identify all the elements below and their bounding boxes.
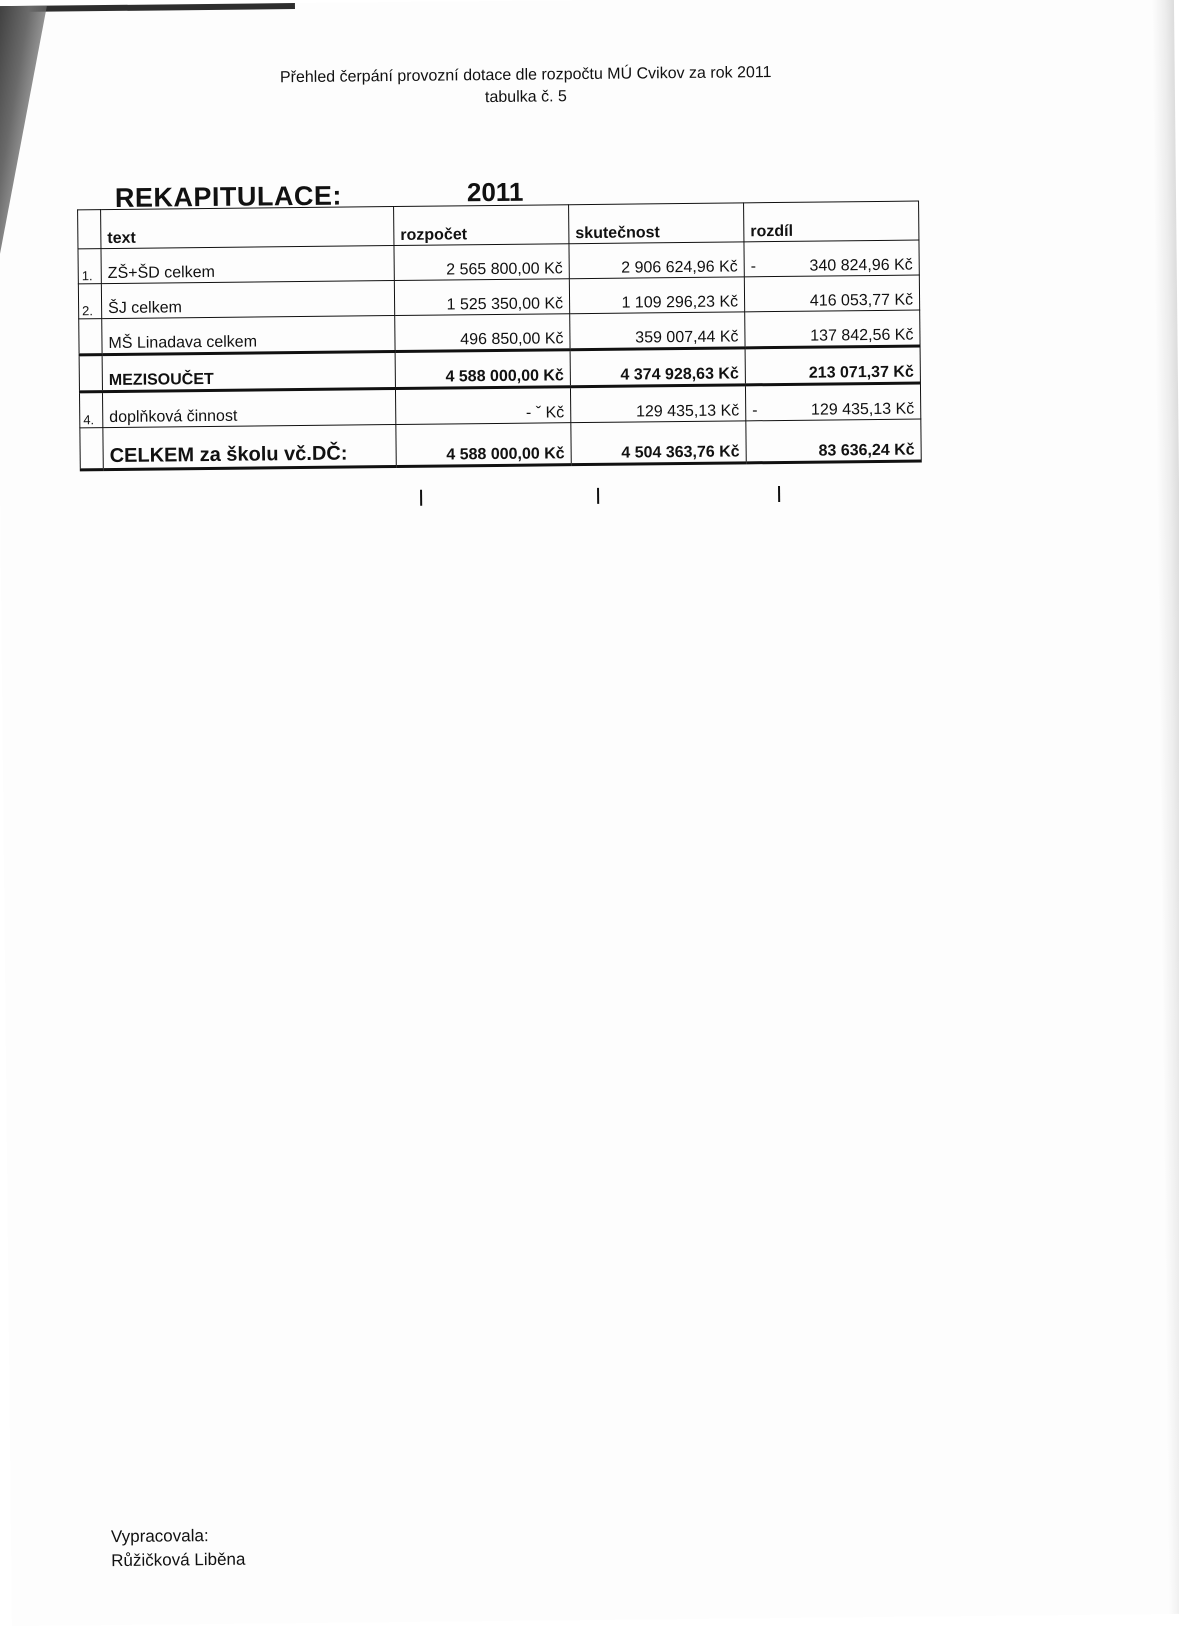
row-number: 1.: [78, 249, 101, 284]
row-rozpocet: - ˇ Kč: [395, 387, 570, 425]
document-subtitle: tabulka č. 5: [484, 88, 567, 107]
row-rozdil-sign: -: [752, 402, 758, 420]
row-text: ŠJ celkem: [101, 281, 394, 319]
row-number: 4.: [79, 392, 102, 428]
row-skutecnost: 4 374 928,63 Kč: [570, 348, 745, 387]
total-rozpocet: 4 588 000,00 Kč: [396, 423, 571, 467]
row-rozdil-value: 137 842,56 Kč: [810, 326, 914, 345]
row-rozdil-sign: [751, 328, 761, 346]
table-tail-line: [778, 486, 780, 502]
row-rozdil-sign: -: [750, 258, 757, 276]
row-text: ZŠ+ŠD celkem: [101, 246, 394, 284]
total-text: CELKEM za školu vč.DČ:: [103, 425, 396, 470]
row-rozdil: [745, 383, 920, 421]
row-rozpocet: 1 525 350,00 Kč: [394, 279, 569, 316]
prepared-by-label: Vypracovala:: [110, 1526, 209, 1547]
scan-edge-left: [0, 6, 50, 267]
header-cell-rozpocet: rozpočet: [394, 205, 569, 246]
row-text: doplňková činnost: [102, 389, 395, 428]
table-tail-line: [597, 488, 599, 504]
recap-table: [77, 201, 922, 472]
row-rozdil: [745, 310, 920, 348]
row-number: 2.: [78, 284, 101, 319]
row-rozdil-value: 213 071,37 Kč: [808, 363, 914, 382]
row-skutecnost: 2 906 624,96 Kč: [569, 242, 744, 279]
row-text: MŠ Linadava celkem: [102, 316, 395, 355]
row-number: [79, 319, 102, 355]
row-text: MEZISOUČET: [102, 352, 395, 392]
row-rozdil: [744, 275, 919, 312]
row-skutecnost: 359 007,44 Kč: [570, 312, 745, 350]
row-number: [79, 355, 102, 392]
row-rozdil-value: 416 053,77 Kč: [809, 291, 914, 310]
header-cell-text: text: [101, 207, 394, 249]
header-cell-rozdil: rozdíl: [744, 201, 919, 242]
total-rozdil-value: 83 636,24 Kč: [818, 441, 915, 460]
row-number: [80, 428, 103, 470]
row-rozpocet: 496 850,00 Kč: [395, 314, 570, 352]
row-rozdil: [745, 346, 920, 385]
row-rozdil-sign: [751, 293, 761, 311]
prepared-by-name: Růžičková Liběna: [111, 1549, 246, 1571]
row-skutecnost: 129 435,13 Kč: [570, 385, 745, 423]
header-cell-skutecnost: skutečnost: [569, 203, 744, 244]
row-rozdil: [744, 240, 919, 277]
total-rozdil: [746, 419, 921, 463]
row-rozdil-sign: [752, 365, 762, 383]
row-rozdil-value: 340 824,96 Kč: [809, 256, 913, 275]
total-row: [80, 419, 921, 470]
document-title: Přehled čerpání provozní dotace dle rozpočtu MÚ Cvikov za rok 2011: [279, 64, 772, 87]
total-rozdil-sign: [753, 443, 763, 461]
header-cell-num: [78, 210, 101, 249]
table-tail-line: [420, 490, 422, 506]
recap-heading: REKAPITULACE:: [114, 180, 343, 213]
row-rozdil-value: 129 435,13 Kč: [810, 400, 915, 419]
footer: [111, 1524, 246, 1573]
row-rozpocet: 2 565 800,00 Kč: [394, 244, 569, 281]
scan-edge-right: [1152, 0, 1179, 1614]
row-rozpocet: 4 588 000,00 Kč: [395, 350, 570, 389]
recap-year: 2011: [466, 176, 524, 208]
total-skutecnost: 4 504 363,76 Kč: [571, 421, 746, 465]
row-skutecnost: 1 109 296,23 Kč: [569, 277, 744, 314]
